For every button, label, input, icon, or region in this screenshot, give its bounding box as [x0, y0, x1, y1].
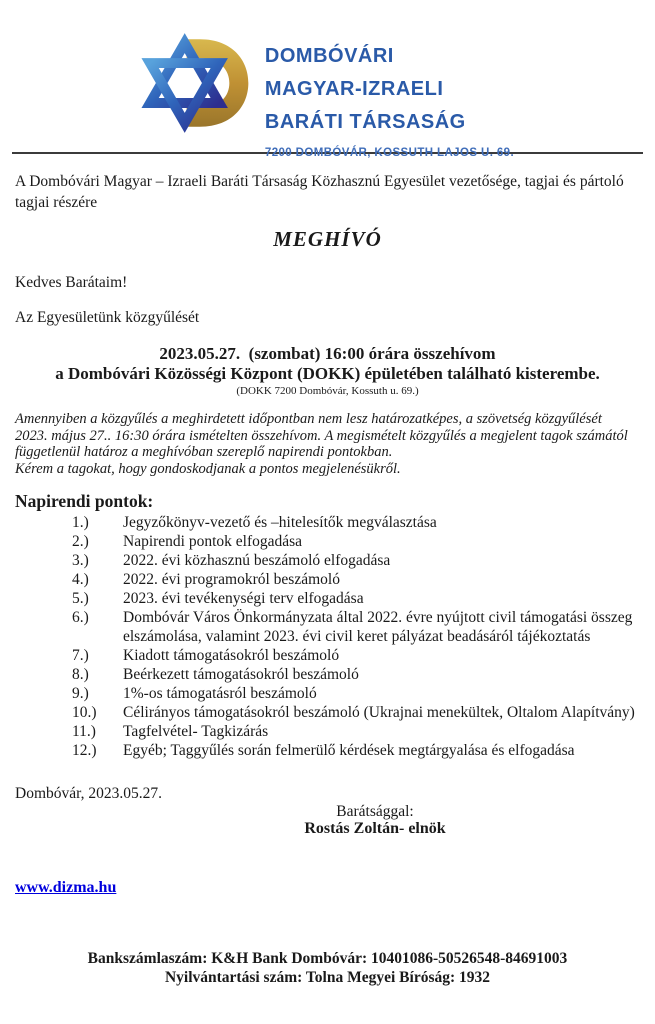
registration-number-line: Nyilvántartási szám: Tolna Megyei Bíróság: 1932 [164, 969, 491, 986]
agenda-item-10 [15, 703, 640, 722]
letter-body [0, 171, 655, 987]
agenda-list [15, 513, 640, 760]
greeting-line: Kedves Barátaim! [15, 274, 128, 291]
agenda-item-number: 2.) [72, 533, 89, 550]
meeting-location-line: a Dombóvári Közösségi Központ (DOKK) épületében található kisterembe. [55, 364, 600, 383]
letter-title: MEGHÍVÓ [273, 227, 382, 251]
agenda-item-9 [15, 684, 640, 703]
agenda-item-1 [15, 513, 640, 532]
closing-date-line: Dombóvár, 2023.05.27. [15, 785, 163, 802]
agenda-item-number: 7.) [72, 647, 89, 664]
agenda-item-text: 2022. évi közhasznú beszámoló elfogadása [123, 552, 391, 569]
agenda-item-2 [15, 532, 640, 551]
gold-d-crescent-icon [187, 39, 249, 126]
meeting-location-note: (DOKK 7200 Dombóvár, Kossuth u. 69.) [236, 385, 419, 397]
org-name-line-1: DOMBÓVÁRI [264, 45, 394, 67]
agenda-item-6 [15, 608, 640, 646]
agenda-item-3 [15, 551, 640, 570]
agenda-item-number: 9.) [72, 685, 89, 702]
agenda-item-number: 12.) [72, 742, 97, 759]
meeting-announcement [15, 344, 640, 384]
org-name-line-2: MAGYAR-IZRAELI [264, 78, 444, 100]
agenda-item-text: Tagfelvétel- Tagkizárás [123, 723, 269, 740]
agenda-item-text: 1%-os támogatásról beszámoló [123, 685, 317, 702]
meeting-datetime-line: 2023.05.27. (szombat) 16:00 órára összehívom [159, 344, 496, 363]
agenda-item-number: 1.) [72, 514, 89, 531]
agenda-item-text: Jegyzőkönyv-vezető és –hitelesítők megválasztása [123, 514, 437, 531]
agenda-item-text: Célirányos támogatásokról beszámoló (Ukrajnai menekültek, Oltalom Alapítvány) [123, 704, 635, 721]
quorum-notice-para2: Kérem a tagokat, hogy gondoskodjanak a pontos megjelenésükről. [15, 460, 401, 477]
agenda-item-number: 10.) [72, 704, 97, 721]
agenda-item-text: Napirendi pontok elfogadása [123, 533, 303, 550]
salutation-line: Barátsággal: [336, 803, 414, 820]
website-link[interactable]: www.dizma.hu [15, 879, 117, 896]
letterhead [0, 0, 655, 159]
agenda-item-number: 8.) [72, 666, 89, 683]
agenda-item-11 [15, 722, 640, 741]
signature-block [110, 803, 640, 837]
agenda-item-number: 6.) [72, 609, 89, 626]
agenda-item-7 [15, 646, 640, 665]
agenda-item-text: Dombóvár Város Önkormányzata által 2022. évre nyújtott civil támogatási összeg elszámolása, valamint 2023. évi civil keret pályázat beadásáról tájékoztatás [123, 609, 633, 645]
website-row [15, 879, 640, 897]
agenda-item-text: Kiadott támogatásokról beszámoló [123, 647, 340, 664]
agenda-item-number: 5.) [72, 590, 89, 607]
bank-account-line: Bankszámlaszám: K&H Bank Dombóvár: 10401086-50526548-84691003 [87, 950, 568, 967]
document-footer [15, 949, 640, 987]
agenda-item-5 [15, 589, 640, 608]
agenda-item-number: 3.) [72, 552, 89, 569]
quorum-notice-para1: Amennyiben a közgyűlés a meghirdetett időpontban nem lesz határozatképes, a szövetség közgyűlését 2023. május 27.. 16:30 órára ismételten összehívom. A megismételt közgyűlés a megjelent tagok számától függetlenül határoz a meghívóban szereplő napirendi pontokban. [15, 411, 628, 460]
org-name-line-3: BARÁTI TÁRSASÁG [264, 111, 466, 133]
intro-line: Az Egyesületünk közgyűlését [15, 309, 200, 326]
organization-name-block [265, 40, 514, 159]
recipient-line: A Dombóvári Magyar – Izraeli Baráti Társaság Közhasznú Egyesület vezetősége, tagjai és pártoló tagjai részére [15, 173, 624, 211]
signer-name: Rostás Zoltán- elnök [304, 820, 446, 837]
quorum-notice [15, 411, 637, 477]
org-address: 7200 DOMBÓVÁR, KOSSUTH LAJOS U. 69. [264, 147, 515, 159]
agenda-item-number: 4.) [72, 571, 89, 588]
agenda-item-text: Egyéb; Taggyűlés során felmerülő kérdések megtárgyalása és elfogadása [123, 742, 575, 759]
agenda-item-text: 2022. évi programokról beszámoló [123, 571, 340, 588]
agenda-item-12 [15, 741, 640, 760]
agenda-item-number: 11.) [72, 723, 96, 740]
organization-logo [141, 26, 255, 140]
agenda-heading: Napirendi pontok: [15, 491, 154, 511]
agenda-item-text: 2023. évi tevékenységi terv elfogadása [123, 590, 364, 607]
agenda-item-8 [15, 665, 640, 684]
agenda-item-text: Beérkezett támogatásokról beszámoló [123, 666, 359, 683]
agenda-item-4 [15, 570, 640, 589]
